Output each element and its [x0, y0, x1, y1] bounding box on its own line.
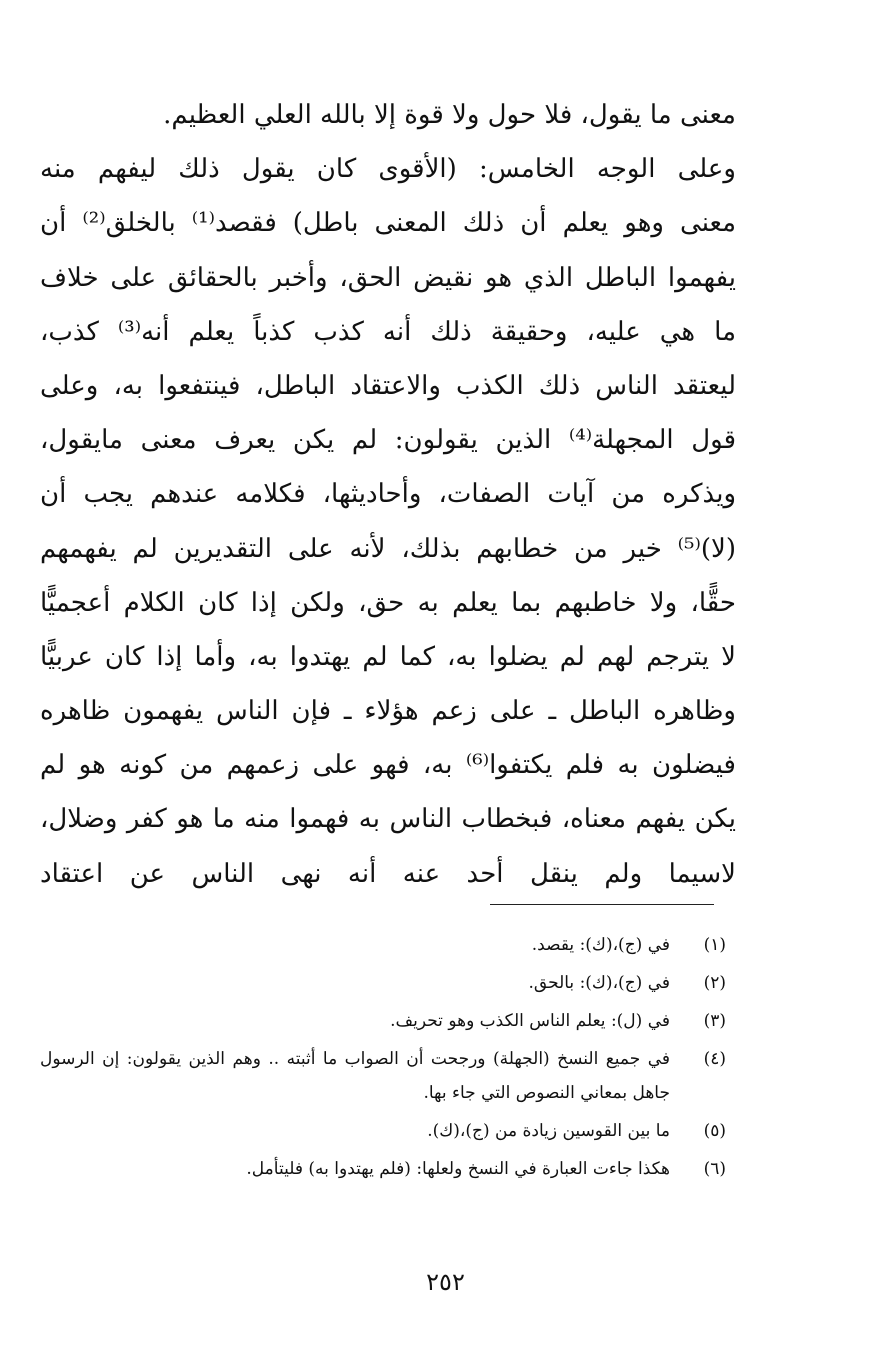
footnote-divider [490, 904, 714, 905]
footnote [40, 1152, 726, 1186]
footnote-number: (٣) [703, 1011, 726, 1031]
body-line: فيضلون به فلم يكتفوا⁽⁶⁾ به، فهو على زعمهم من كونه هو لم [40, 750, 736, 781]
body-line: ويذكره من آيات الصفات، وأحاديثها، فكلامه عندهم يجب أن [40, 479, 736, 510]
footnote-number: (٥) [703, 1121, 726, 1141]
footnote-text: في (ج)،(ك): بالحق. [528, 973, 670, 993]
footnote [40, 928, 726, 962]
footnote-number: (١) [703, 935, 726, 955]
body-line: وظاهره الباطل ـ على زعم هؤلاء ـ فإن الناس يفهمون ظاهره [40, 696, 736, 727]
body-line: قول المجهلة⁽⁴⁾ الذين يقولون: لم يكن يعرف معنى مايقول، [40, 425, 736, 456]
footnote [40, 1004, 726, 1038]
footnote-text: في جميع النسخ (الجهلة) ورجحت أن الصواب ما أثبته .. وهم الذين يقولون: إن الرسول جاهل بمعاني النصوص التي جاء بها. [40, 1049, 670, 1103]
body-line: (لا)⁽⁵⁾ خير من خطابهم بذلك، لأنه على التقديرين لم يفهمهم [40, 533, 736, 564]
footnote-text: في (ج)،(ك): يقصد. [531, 935, 670, 955]
body-line: يكن يفهم معناه، فبخطاب الناس به فهموا منه ما هو كفر وضلال، [40, 804, 736, 835]
footnote-number: (٢) [703, 973, 726, 993]
footnote [40, 1114, 726, 1148]
footnote-text: في (ل): يعلم الناس الكذب وهو تحريف. [390, 1011, 670, 1031]
footnote-text: ما بين القوسين زيادة من (ج)،(ك). [427, 1121, 670, 1141]
footnote [40, 1042, 726, 1110]
footnote [40, 966, 726, 1000]
body-line: لاسيما ولم ينقل أحد عنه أنه نهى الناس عن اعتقاد [40, 858, 736, 889]
body-line: معنى ما يقول، فلا حول ولا قوة إلا بالله العلي العظيم. [163, 100, 736, 130]
footnotes [40, 928, 726, 1190]
main-text-block [40, 88, 736, 901]
footnote-number: (٤) [703, 1049, 726, 1069]
body-line: وعلى الوجه الخامس: (الأقوى كان يقول ذلك ليفهم منه [40, 154, 736, 185]
footnote-text: هكذا جاءت العبارة في النسخ ولعلها: (فلم يهتدوا به) فليتأمل. [246, 1159, 670, 1179]
body-line: ليعتقد الناس ذلك الكذب والاعتقاد الباطل، فينتفعوا به، وعلى [40, 370, 736, 401]
body-line: يفهموا الباطل الذي هو نقيض الحق، وأخبر بالحقائق على خلاف [40, 262, 736, 293]
page-number: ٢٥٢ [426, 1268, 465, 1296]
body-line: ما هي عليه، وحقيقة ذلك أنه كذب كذباً يعلم أنه⁽³⁾ كذب، [40, 316, 736, 347]
body-line: حقًّا، ولا خاطبهم بما يعلم به حق، ولكن إذا كان الكلام أعجميًّا [40, 587, 736, 618]
footnote-number: (٦) [703, 1159, 726, 1179]
body-line: لا يترجم لهم لم يضلوا به، كما لم يهتدوا به، وأما إذا كان عربيًّا [40, 641, 736, 672]
body-line: معنى وهو يعلم أن ذلك المعنى باطل) فقصد⁽¹⁾ بالخلق⁽²⁾ أن [40, 208, 736, 239]
